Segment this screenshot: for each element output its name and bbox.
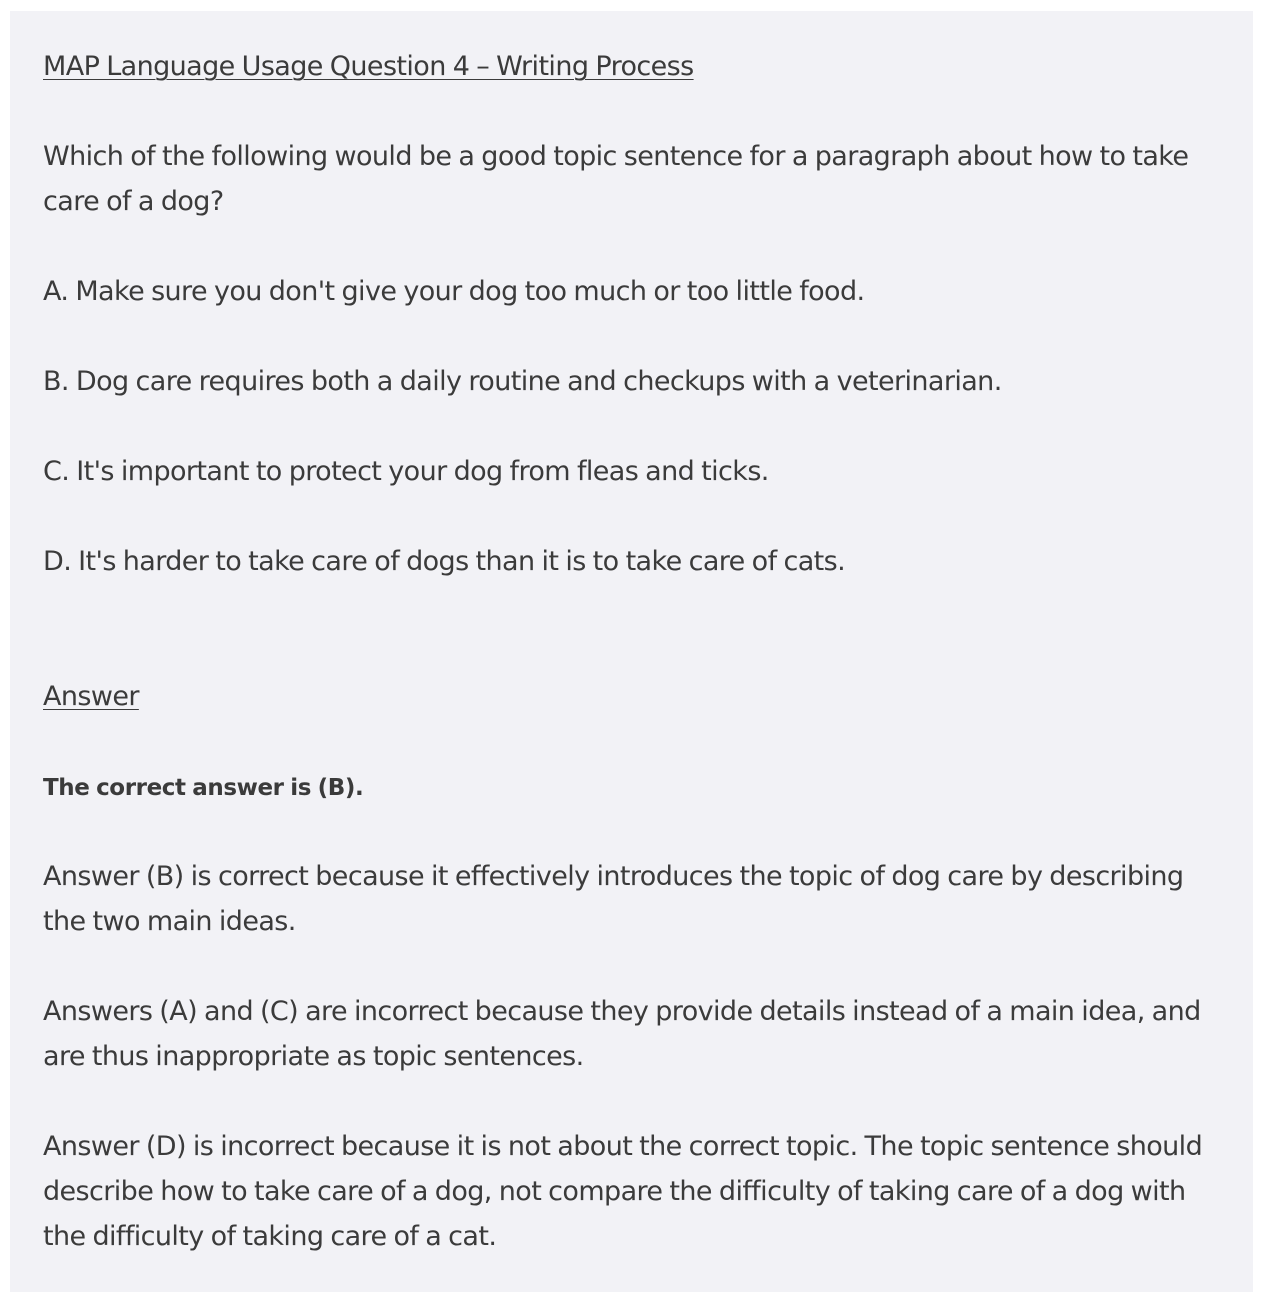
answer-heading: Answer — [43, 681, 139, 712]
option-b: B. Dog care requires both a daily routine and checkups with a veterinarian. — [43, 366, 1002, 397]
explanation-d: Answer (D) is incorrect because it is not about the correct topic. The topic sentence should describe how to take care of a dog, not compare the difficulty of taking care of a dog with the difficulty of taking care of a cat. — [43, 1131, 1203, 1252]
question-card — [10, 11, 1253, 1292]
option-c: C. It's important to protect your dog from fleas and ticks. — [43, 456, 769, 487]
explanation-b: Answer (B) is correct because it effectively introduces the topic of dog care by describing the two main ideas. — [43, 861, 1184, 937]
explanation-a-c: Answers (A) and (C) are incorrect because they provide details instead of a main idea, and are thus inappropriate as topic sentences. — [43, 996, 1201, 1072]
correct-answer: The correct answer is (B). — [43, 775, 364, 801]
question-text: Which of the following would be a good topic sentence for a paragraph about how to take care of a dog? — [43, 141, 1189, 217]
option-d: D. It's harder to take care of dogs than it is to take care of cats. — [43, 546, 846, 577]
option-a: A. Make sure you don't give your dog too much or too little food. — [43, 276, 865, 307]
question-title: MAP Language Usage Question 4 – Writing Process — [43, 51, 694, 82]
